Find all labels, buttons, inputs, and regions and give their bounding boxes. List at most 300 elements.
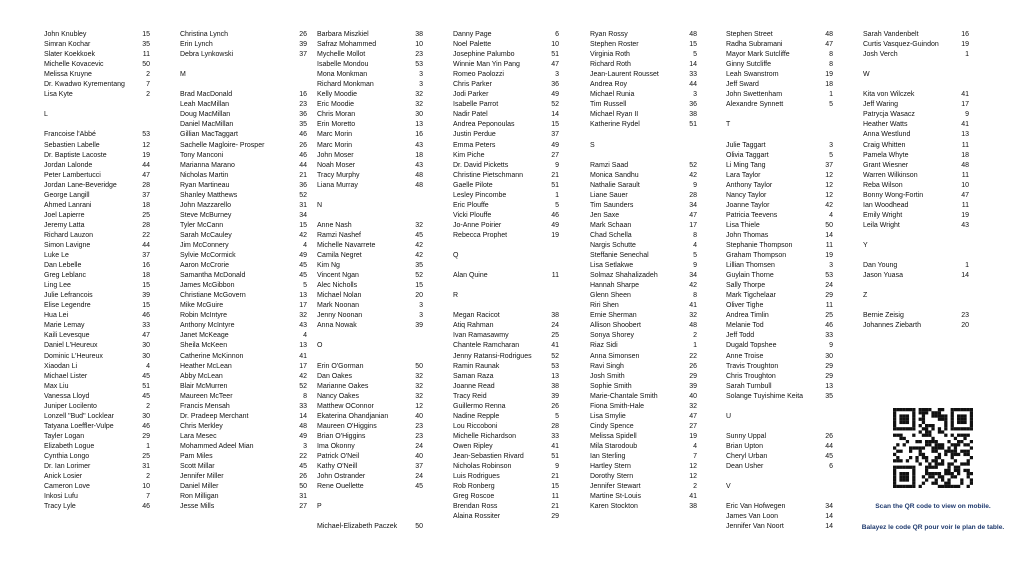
letter-label: M (180, 71, 186, 79)
table-number: 45 (142, 372, 150, 380)
table-number: 37 (142, 191, 150, 199)
table-number: 34 (689, 201, 697, 209)
letter-label: Z (863, 292, 868, 300)
table-number: 50 (142, 61, 150, 69)
guest-name: Michelle Navarrete (317, 241, 376, 249)
guest-row (317, 241, 423, 251)
guest-name: Danny Page (453, 31, 492, 38)
table-number: 38 (689, 111, 697, 119)
guest-name: John Knubley (44, 31, 87, 38)
guest-name: Dean Usher (726, 463, 764, 471)
guest-name: Lisa Thiele (726, 221, 760, 229)
spacer-row (453, 261, 559, 271)
guest-name: John Mazzarello (180, 201, 231, 209)
guest-row (453, 231, 559, 241)
guest-name: Fiona Smith-Hale (590, 402, 645, 410)
table-number: 53 (825, 272, 833, 280)
guest-row (726, 442, 833, 452)
guest-row (180, 151, 307, 161)
guest-name: Katherine Rydel (590, 121, 640, 129)
guest-row (453, 271, 559, 281)
table-number: 6 (829, 463, 833, 471)
guest-row (44, 161, 150, 171)
guest-row (590, 492, 697, 502)
guest-name: Ima Okonny (317, 442, 355, 450)
guest-row (590, 60, 697, 70)
guest-row (44, 291, 150, 301)
table-number: 13 (961, 131, 969, 139)
guest-name: Chris Moran (317, 111, 356, 119)
guest-row (44, 422, 150, 432)
guest-row (180, 161, 307, 171)
guest-row (317, 452, 423, 462)
guest-row (590, 281, 697, 291)
table-number: 11 (825, 241, 833, 249)
guest-name: Sachelle Magloire- Prosper (180, 141, 265, 149)
guest-name: Tyler McCann (180, 221, 224, 229)
table-number: 13 (415, 121, 423, 129)
table-number: 49 (551, 221, 559, 229)
table-number: 24 (415, 473, 423, 481)
table-number: 14 (825, 523, 833, 531)
table-number: 43 (961, 221, 969, 229)
guest-row (726, 211, 833, 221)
guest-name: Lisa Kyte (44, 91, 73, 99)
guest-name: Leah Swanstrom (726, 71, 779, 79)
guest-name: Noel Palette (453, 41, 492, 49)
guest-row (180, 281, 307, 291)
guest-name: Megan Racicot (453, 312, 500, 320)
guest-name: Greg Leblanc (44, 272, 87, 280)
guest-name: Dan Oakes (317, 372, 353, 380)
letter-label: U (726, 412, 732, 420)
guest-row (453, 80, 559, 90)
guest-row (180, 30, 307, 40)
spacer-row (453, 241, 559, 251)
table-number: 19 (551, 231, 559, 239)
guest-name: Anna Westlund (863, 131, 911, 139)
guest-row (317, 70, 423, 80)
table-number: 33 (825, 332, 833, 340)
table-number: 8 (693, 292, 697, 300)
guest-row (726, 30, 833, 40)
spacer-row (453, 281, 559, 291)
guest-name: Ian Woodhead (863, 201, 909, 209)
guest-name: Jean-Laurent Rousset (590, 71, 659, 79)
guest-row (590, 301, 697, 311)
table-number: 23 (415, 51, 423, 59)
table-number: 19 (689, 432, 697, 440)
table-number: 4 (693, 442, 697, 450)
guest-row (317, 321, 423, 331)
table-number: 14 (551, 111, 559, 119)
guest-row (317, 90, 423, 100)
guest-row (317, 40, 423, 50)
guest-row (726, 241, 833, 251)
guest-name: Nicholas Martin (180, 171, 229, 179)
table-number: 36 (299, 181, 307, 189)
guest-row (863, 130, 969, 140)
table-number: 35 (415, 262, 423, 270)
guest-row (44, 442, 150, 452)
table-number: 34 (825, 503, 833, 511)
table-number: 26 (689, 362, 697, 370)
guest-row (317, 281, 423, 291)
guest-name: Andrea Timlin (726, 312, 769, 320)
guest-name: Winnie Man Yin Pang (453, 61, 520, 69)
guest-name: Grant Wiesner (863, 161, 909, 169)
guest-row (453, 492, 559, 502)
guest-row (590, 241, 697, 251)
guest-name: Reba Wilson (863, 181, 903, 189)
table-number: 38 (415, 31, 423, 38)
table-number: 52 (551, 101, 559, 109)
guest-row (44, 462, 150, 472)
guest-name: Elise Legendre (44, 302, 91, 310)
table-number: 37 (299, 51, 307, 59)
table-number: 13 (299, 292, 307, 300)
guest-name: Patrycja Wasacz (863, 111, 915, 119)
guest-row (44, 171, 150, 181)
guest-row (180, 331, 307, 341)
guest-name: Rene Ouellette (317, 483, 364, 491)
table-number: 15 (551, 121, 559, 129)
table-number: 24 (551, 322, 559, 330)
guest-name: Anthony Taylor (726, 181, 773, 189)
guest-name: Tim Saunders (590, 201, 634, 209)
table-number: 9 (555, 463, 559, 471)
guest-row (726, 171, 833, 181)
guest-name: Andrea Roy (590, 81, 627, 89)
letter-label: Y (863, 241, 868, 249)
guest-name: Solange Tuyishime Keita (726, 392, 804, 400)
guest-column-6 (726, 30, 833, 532)
guest-name: Scott Millar (180, 463, 215, 471)
guest-name: Kim Ng (317, 262, 340, 270)
table-number: 11 (551, 272, 559, 280)
guest-name: Pamela Whyte (863, 151, 909, 159)
guest-row (44, 80, 150, 90)
table-number: 51 (689, 121, 697, 129)
table-number: 5 (303, 282, 307, 290)
qr-caption-french: Balayez le code QR pour voir le plan de table. (861, 524, 1005, 531)
table-number: 41 (689, 302, 697, 310)
guest-name: Owen Ripley (453, 442, 493, 450)
table-number: 21 (551, 473, 559, 481)
guest-row (863, 181, 969, 191)
letter-label: Q (453, 252, 459, 260)
guest-row (590, 231, 697, 241)
guest-row (180, 432, 307, 442)
guest-name: Sarah McCauley (180, 231, 232, 239)
guest-name: Christine Pietschmann (453, 171, 524, 179)
guest-name: Jenny Noonan (317, 312, 363, 320)
guest-row (453, 161, 559, 171)
letter-label: R (453, 292, 459, 300)
guest-name: Jennifer Van Noort (726, 523, 784, 531)
table-number: 1 (829, 91, 833, 99)
table-number: 19 (961, 211, 969, 219)
table-number: 1 (146, 442, 150, 450)
guest-row (180, 422, 307, 432)
letter-heading (726, 412, 833, 422)
guest-row (317, 110, 423, 120)
guest-row (453, 151, 559, 161)
table-number: 23 (299, 101, 307, 109)
guest-name: Ryan Rossy (590, 31, 628, 38)
guest-name: Michelle Kovacevic (44, 61, 104, 69)
table-number: 10 (551, 41, 559, 49)
table-number: 12 (689, 463, 697, 471)
guest-row (590, 50, 697, 60)
guest-name: Jenny Ratansi-Rodrigues (453, 352, 532, 360)
guest-name: Cindy Spence (590, 422, 634, 430)
guest-row (44, 281, 150, 291)
guest-name: Mayor Mark Sutcliffe (726, 51, 790, 59)
guest-row (453, 331, 559, 341)
guest-name: Maureen McTeer (180, 392, 233, 400)
guest-row (726, 462, 833, 472)
letter-heading (726, 120, 833, 130)
table-number: 35 (825, 392, 833, 400)
table-number: 21 (551, 171, 559, 179)
guest-row (726, 100, 833, 110)
guest-column-3 (317, 30, 423, 532)
table-number: 19 (825, 252, 833, 260)
table-number: 37 (415, 463, 423, 471)
guest-row (590, 191, 697, 201)
guest-row (180, 110, 307, 120)
guest-row (453, 452, 559, 462)
guest-name: Michael Lister (44, 372, 88, 380)
guest-row (180, 291, 307, 301)
guest-name: Kathy O'Neill (317, 463, 358, 471)
table-number: 32 (415, 221, 423, 229)
guest-name: Erin O'Gorman (317, 362, 364, 370)
guest-row (863, 141, 969, 151)
table-number: 47 (825, 41, 833, 49)
guest-name: Allison Shoobert (590, 322, 641, 330)
guest-row (180, 141, 307, 151)
table-number: 3 (303, 442, 307, 450)
spacer-row (317, 492, 423, 502)
table-number: 41 (689, 493, 697, 501)
guest-row (453, 141, 559, 151)
guest-row (317, 30, 423, 40)
guest-name: Patrick O'Neil (317, 452, 360, 460)
guest-row (726, 452, 833, 462)
guest-name: Debra Lynkowski (180, 51, 234, 59)
guest-row (726, 201, 833, 211)
table-number: 35 (299, 121, 307, 129)
table-number: 36 (299, 111, 307, 119)
guest-name: Anthony McIntyre (180, 322, 235, 330)
guest-name: Bernie Zeisig (863, 312, 904, 320)
guest-row (180, 191, 307, 201)
guest-name: Gaelle Pilote (453, 181, 493, 189)
guest-name: Michelle Richardson (453, 432, 517, 440)
guest-name: Mona Monkman (317, 71, 368, 79)
table-number: 28 (142, 181, 150, 189)
guest-row (590, 372, 697, 382)
table-number: 9 (829, 342, 833, 350)
guest-row (180, 201, 307, 211)
guest-name: Anna Simonsen (590, 352, 640, 360)
table-number: 15 (142, 302, 150, 310)
guest-row (453, 412, 559, 422)
guest-row (863, 40, 969, 50)
table-number: 32 (299, 312, 307, 320)
table-number: 9 (693, 181, 697, 189)
guest-name: Anna Nowak (317, 322, 357, 330)
guest-column-1 (44, 30, 150, 512)
table-number: 25 (142, 452, 150, 460)
table-number: 3 (829, 262, 833, 270)
spacer-row (317, 512, 423, 522)
guest-name: Anick Losier (44, 473, 83, 481)
table-number: 46 (142, 503, 150, 511)
guest-name: Simon Lavigne (44, 241, 91, 249)
letter-heading (863, 241, 969, 251)
guest-row (590, 120, 697, 130)
table-number: 30 (142, 342, 150, 350)
guest-row (726, 362, 833, 372)
guest-row (726, 321, 833, 331)
letter-label: P (317, 503, 322, 511)
table-number: 11 (961, 171, 969, 179)
guest-name: Marianna Marano (180, 161, 235, 169)
guest-name: Ernie Sherman (590, 312, 637, 320)
table-number: 48 (299, 422, 307, 430)
guest-row (180, 100, 307, 110)
guest-name: Jennifer Stewart (590, 483, 641, 491)
guest-name: Rebecca Prophet (453, 231, 508, 239)
table-number: 23 (415, 432, 423, 440)
guest-name: Juniper Locilento (44, 402, 97, 410)
table-number: 19 (142, 151, 150, 159)
table-number: 3 (555, 71, 559, 79)
table-number: 18 (142, 272, 150, 280)
guest-name: Michael-Elizabeth Paczek (317, 523, 398, 531)
table-number: 18 (825, 81, 833, 89)
table-number: 2 (146, 473, 150, 481)
guest-row (726, 261, 833, 271)
table-number: 45 (299, 272, 307, 280)
table-number: 52 (689, 161, 697, 169)
table-number: 5 (693, 252, 697, 260)
table-number: 38 (689, 503, 697, 511)
guest-name: Heather Watts (863, 121, 908, 129)
table-number: 44 (825, 442, 833, 450)
guest-name: Stephanie Thompson (726, 241, 793, 249)
spacer-row (317, 331, 423, 341)
table-number: 40 (689, 392, 697, 400)
qr-caption-english: Scan the QR code to view on mobile. (875, 503, 991, 510)
guest-row (44, 482, 150, 492)
guest-name: Jesse Mills (180, 503, 215, 511)
guest-row (590, 181, 697, 191)
guest-name: Jeff Todd (726, 332, 755, 340)
table-number: 46 (299, 131, 307, 139)
guest-row (44, 311, 150, 321)
table-number: 22 (299, 452, 307, 460)
guest-row (44, 492, 150, 502)
guest-row (726, 60, 833, 70)
guest-column-2 (180, 30, 307, 512)
guest-name: Li Ming Tang (726, 161, 766, 169)
guest-row (44, 251, 150, 261)
table-number: 41 (551, 342, 559, 350)
guest-name: Jennifer Miller (180, 473, 224, 481)
guest-row (863, 261, 969, 271)
table-number: 15 (415, 282, 423, 290)
guest-row (317, 392, 423, 402)
guest-row (453, 472, 559, 482)
table-number: 31 (142, 463, 150, 471)
table-number: 9 (555, 161, 559, 169)
table-number: 31 (299, 493, 307, 501)
table-number: 17 (961, 101, 969, 109)
guest-name: Stephen Roster (590, 41, 639, 49)
table-number: 46 (825, 322, 833, 330)
guest-name: Cheryl Urban (726, 452, 768, 460)
guest-row (317, 130, 423, 140)
table-number: 41 (961, 91, 969, 99)
table-number: 53 (142, 131, 150, 139)
guest-name: Slater Koekkoek (44, 51, 95, 59)
guest-row (726, 392, 833, 402)
guest-row (590, 291, 697, 301)
guest-name: Dr. David Picketts (453, 161, 509, 169)
guest-row (726, 191, 833, 201)
table-number: 17 (299, 362, 307, 370)
table-number: 6 (555, 31, 559, 38)
guest-name: Hannah Sharpe (590, 282, 640, 290)
table-number: 26 (299, 31, 307, 38)
guest-name: Alexandre Synnett (726, 101, 784, 109)
guest-row (590, 161, 697, 171)
guest-name: Daniel Miller (180, 483, 219, 491)
guest-name: John Swettenham (726, 91, 783, 99)
guest-name: Riri Shen (590, 302, 619, 310)
table-number: 50 (825, 221, 833, 229)
spacer-row (453, 301, 559, 311)
guest-name: Nadine Repple (453, 412, 500, 420)
guest-row (317, 231, 423, 241)
table-number: 25 (825, 312, 833, 320)
guest-row (180, 412, 307, 422)
spacer-row (863, 60, 969, 70)
guest-name: Karen Stockton (590, 503, 638, 511)
guest-row (317, 271, 423, 281)
guest-row (590, 422, 697, 432)
guest-name: Melissa Kruyne (44, 71, 92, 79)
guest-name: Glenn Sheen (590, 292, 631, 300)
table-number: 18 (961, 151, 969, 159)
table-number: 42 (415, 241, 423, 249)
guest-row (317, 261, 423, 271)
table-number: 48 (961, 161, 969, 169)
guest-row (180, 130, 307, 140)
guest-name: Melissa Spidell (590, 432, 637, 440)
table-number: 15 (142, 31, 150, 38)
letter-label: S (590, 141, 595, 149)
guest-name: Anne Troise (726, 352, 764, 360)
table-number: 37 (551, 131, 559, 139)
guest-row (453, 352, 559, 362)
guest-name: Ekaterina Ohandjanian (317, 412, 389, 420)
guest-name: Chad Schella (590, 231, 632, 239)
